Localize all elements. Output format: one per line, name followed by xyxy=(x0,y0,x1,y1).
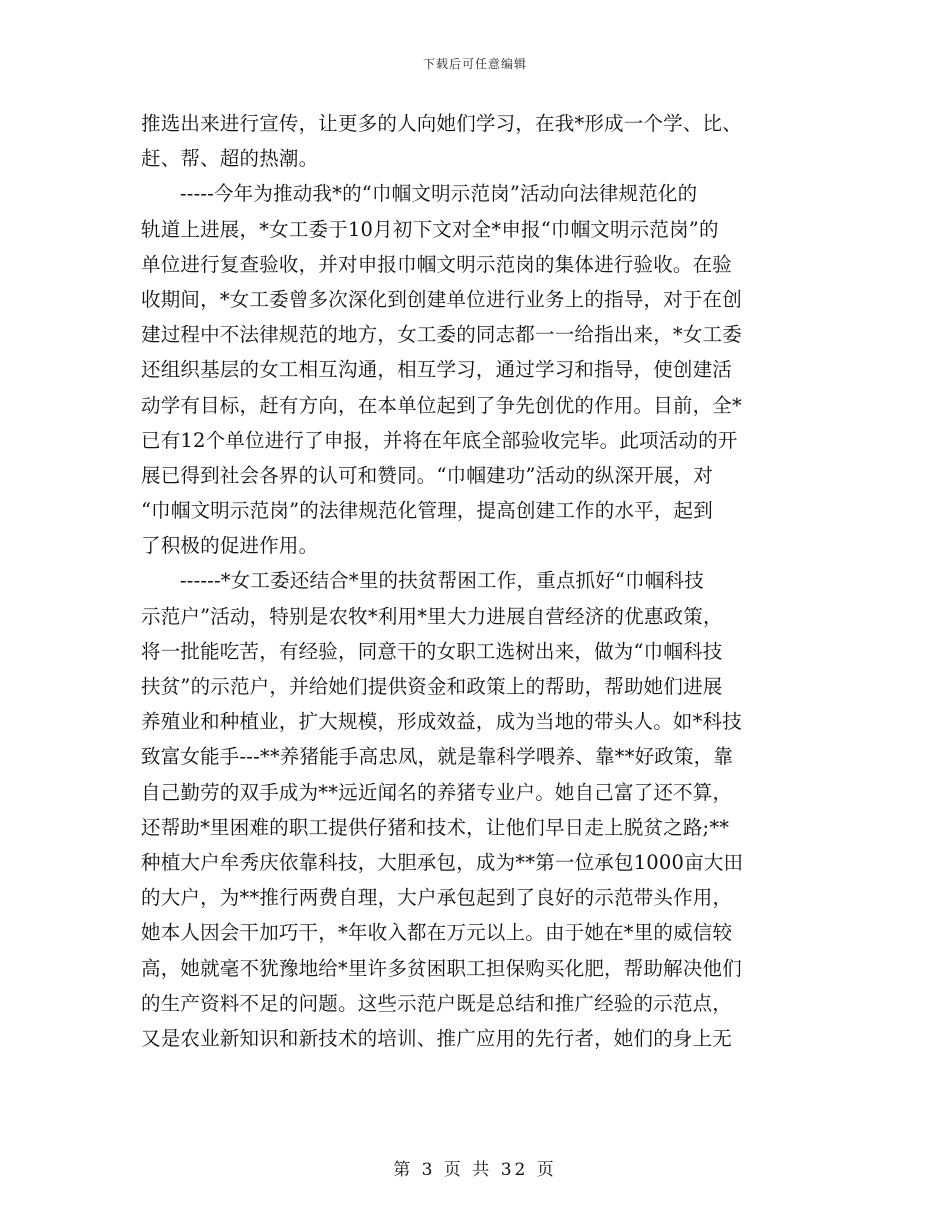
text-line: 了积极的促进作用。 xyxy=(141,534,319,558)
text-line: 的生产资料不足的问题。这些示范户既是总结和推广经验的示范点， xyxy=(141,991,733,1015)
text-line: 收期间，*女工委曾多次深化到创建单位进行业务上的指导，对于在创 xyxy=(141,287,742,311)
text-line: 养殖业和种植业，扩大规模，形成效益，成为当地的带头人。如*科技 xyxy=(141,710,742,734)
text-line: 展已得到社会各界的认可和赞同。“巾帼建功”活动的纵深开展，对 xyxy=(141,463,713,487)
text-line: 动学有目标，赶有方向，在本单位起到了争先创优的作用。目前，全* xyxy=(141,393,742,417)
text-line: 她本人因会干加巧干，*年收入都在万元以上。由于她在*里的威信较 xyxy=(141,921,733,945)
text-line: 致富女能手---**养猪能手高忠凤，就是靠科学喂养、靠**好政策，靠 xyxy=(141,745,734,769)
text-line: 还组织基层的女工相互沟通，相互学习，通过学习和指导，使创建活 xyxy=(141,358,733,382)
document-body xyxy=(141,106,805,1056)
text-line: 的大户，为**推行两费自理，大户承包起到了良好的示范带头作用， xyxy=(141,886,733,910)
text-line: “巾帼文明示范岗”的法律规范化管理，提高创建工作的水平，起到 xyxy=(141,499,713,523)
text-line: 又是农业新知识和新技术的培训、推广应用的先行者，她们的身上无 xyxy=(141,1026,733,1050)
text-line: ------*女工委还结合*里的扶贫帮困工作，重点抓好“巾帼科技 xyxy=(180,569,704,593)
text-line: 自己勤劳的双手成为**远近闻名的养猪专业户。她自己富了还不算， xyxy=(141,780,733,804)
text-line: 轨道上进展，*女工委于10月初下文对全*申报“巾帼文明示范岗”的 xyxy=(141,217,719,241)
page-header: 下载后可任意编辑 xyxy=(422,57,527,71)
text-line: 示范户”活动，特别是农牧*利用*里大力进展自营经济的优惠政策， xyxy=(141,604,723,628)
text-line: 已有12个单位进行了申报，并将在年底全部验收完毕。此项活动的开 xyxy=(141,428,738,452)
text-line: 将一批能吃苦，有经验，同意干的女职工选树出来，做为“巾帼科技 xyxy=(141,639,723,663)
text-line: 扶贫”的示范户，并给她们提供资金和政策上的帮助，帮助她们进展 xyxy=(141,675,723,698)
text-line: 单位进行复查验收，并对申报巾帼文明示范岗的集体进行验收。在验 xyxy=(141,252,733,276)
text-line: 建过程中不法律规范的地方，女工委的同志都一一给指出来，*女工委 xyxy=(141,323,742,347)
page-footer: 第 3 页 共 32 页 xyxy=(393,1160,557,1180)
text-line: 赶、帮、超的热潮。 xyxy=(141,147,319,171)
text-line: 还帮助*里困难的职工提供仔猪和技术，让他们早日走上脱贫之路;** xyxy=(141,815,730,839)
text-line: 高，她就毫不犹豫地给*里许多贫困职工担保购买化肥，帮助解决他们 xyxy=(141,956,742,980)
text-line: -----今年为推动我*的“巾帼文明示范岗”活动向法律规范化的 xyxy=(180,182,698,206)
text-line: 推选出来进行宣传，让更多的人向她们学习，在我*形成一个学、比、 xyxy=(141,112,742,135)
text-line: 种植大户牟秀庆依靠科技，大胆承包，成为**第一位承包1000亩大田 xyxy=(141,850,744,874)
